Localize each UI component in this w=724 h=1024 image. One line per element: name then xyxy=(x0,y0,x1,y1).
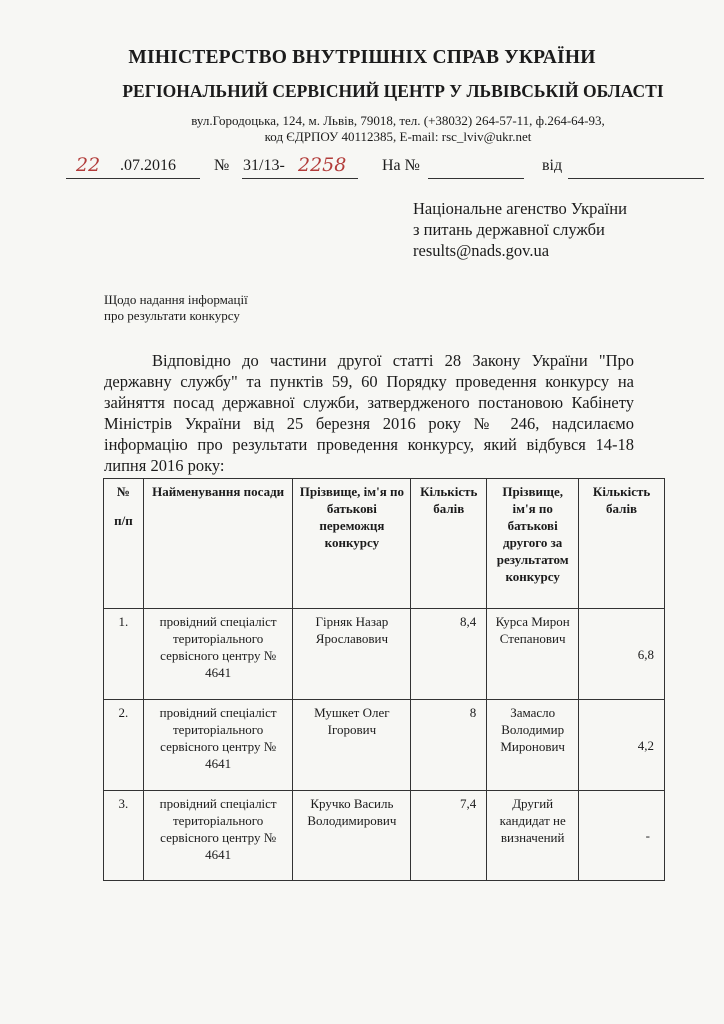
body-paragraph: Відповідно до частини другої статті 28 Закону України "Про державну службу" та пунктів 59, 60 Порядку проведення конкурсу на зайняття посад державної служби, затвердженого постановою Кабінету Міністрів України від 25 березня 2016 року № 246, надсилаємо інформацію про результати проведення конкурсу, який відбувся 14-18 липня 2016 року: xyxy=(104,351,634,475)
table-row xyxy=(104,609,665,700)
date-month-year: .07.2016 xyxy=(120,157,176,174)
date-day-handwritten: 22 xyxy=(76,154,101,176)
header-num xyxy=(104,479,144,609)
recipient-line-2: з питань державної служби xyxy=(413,220,605,239)
subject-line-2: про результати конкурсу xyxy=(104,308,240,323)
header-second: Прізвище, ім'я по батькові другого за результатом конкурсу xyxy=(487,479,579,609)
cell-second: Замасло Володимир Миронович xyxy=(487,700,579,791)
cell-second: Другий кандидат не визначений xyxy=(487,791,579,881)
header-num-symbol: № xyxy=(116,484,130,499)
table-row xyxy=(104,791,665,881)
cell-score-1: 8 xyxy=(411,700,487,791)
address-line-2: код ЄДРПОУ 40112385, E-mail: rsc_lviv@ukr.net xyxy=(264,129,532,144)
cell-score-1: 8,4 xyxy=(411,609,487,700)
subject-block xyxy=(104,292,248,324)
recipient-block xyxy=(413,198,627,261)
date-underline xyxy=(66,178,200,179)
cell-score-2: - xyxy=(579,791,665,881)
cell-winner: Мушкет Олег Ігорович xyxy=(293,700,411,791)
cell-num: 3. xyxy=(104,791,144,881)
cell-num: 1. xyxy=(104,609,144,700)
from-label: від xyxy=(542,157,563,174)
cell-score-1: 7,4 xyxy=(411,791,487,881)
number-handwritten: 2258 xyxy=(298,154,347,176)
number-underline xyxy=(242,178,358,179)
cell-winner: Гірняк Назар Ярославович xyxy=(293,609,411,700)
from-date-blank xyxy=(568,178,704,179)
cell-winner: Кручко Василь Володимирович xyxy=(293,791,411,881)
table-header-row xyxy=(104,479,665,609)
header-winner: Прізвище, ім'я по батькові переможця конкурсу xyxy=(293,479,411,609)
cell-score-2: 6,8 xyxy=(579,609,665,700)
recipient-line-1: Національне агенство України xyxy=(413,199,627,218)
number-prefix: 31/13- xyxy=(243,157,285,174)
cell-position: провідний спеціаліст територіального сервісного центру № 4641 xyxy=(143,791,293,881)
reference-line xyxy=(66,154,706,181)
cell-second: Курса Мирон Степанович xyxy=(487,609,579,700)
subject-line-1: Щодо надання інформації xyxy=(104,292,248,307)
cell-position: провідний спеціаліст територіального сервісного центру № 4641 xyxy=(143,609,293,700)
ministry-title: МІНІСТЕРСТВО ВНУТРІШНІХ СПРАВ УКРАЇНИ xyxy=(128,47,596,68)
header-position: Найменування посади xyxy=(143,479,293,609)
table-row xyxy=(104,700,665,791)
number-label: № xyxy=(214,157,230,174)
header-score-2: Кількість балів xyxy=(579,479,665,609)
to-number-blank xyxy=(428,178,524,179)
center-title: РЕГІОНАЛЬНИЙ СЕРВІСНИЙ ЦЕНТР У ЛЬВІВСЬКІЙ ОБЛАСТІ xyxy=(122,81,664,101)
header-score-1: Кількість балів xyxy=(411,479,487,609)
cell-position: провідний спеціаліст територіального сервісного центру № 4641 xyxy=(143,700,293,791)
cell-score-2: 4,2 xyxy=(579,700,665,791)
cell-num: 2. xyxy=(104,700,144,791)
address-block xyxy=(0,113,724,145)
to-number-label: На № xyxy=(382,157,420,174)
results-table xyxy=(103,478,665,881)
address-line-1: вул.Городоцька, 124, м. Львів, 79018, тел. (+38032) 264-57-11, ф.264-64-93, xyxy=(191,113,605,128)
header-num-sub: п/п xyxy=(114,513,133,528)
recipient-email: results@nads.gov.ua xyxy=(413,241,550,260)
